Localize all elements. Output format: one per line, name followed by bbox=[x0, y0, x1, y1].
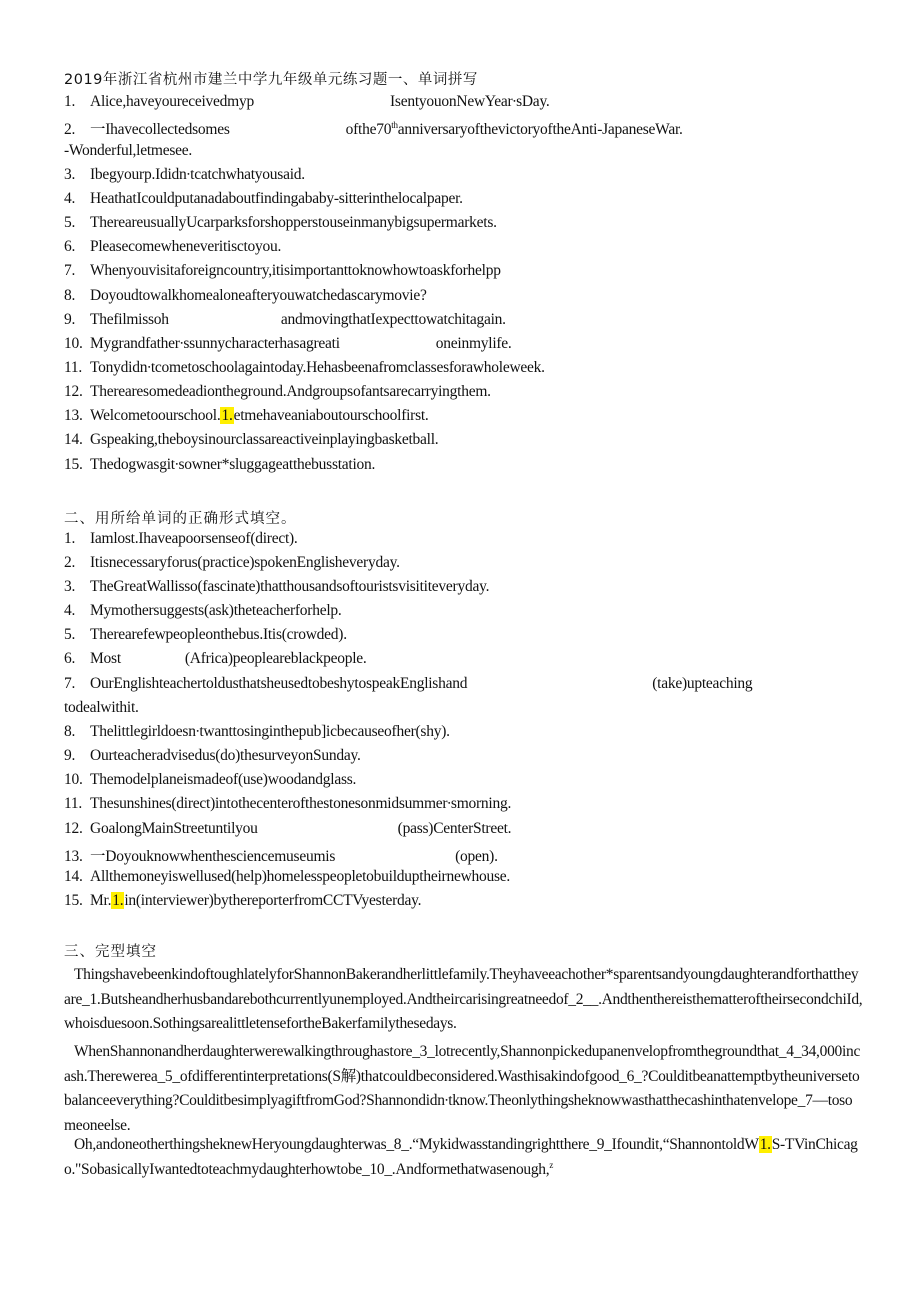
s1-item-14: 14. Gspeaking,theboysinourclassareactiveinplayingbasketball. bbox=[64, 431, 439, 448]
s2-item-2: 2. Itisnecessaryforus(practice)spokenEnglisheveryday. bbox=[64, 554, 400, 571]
s2-item-15: 15. Mr.1.in(interviewer)bythereporterfromCCTVyesterday. bbox=[64, 892, 422, 909]
s2-item-5: 5. Therearefewpeopleonthebus.Itis(crowded). bbox=[64, 626, 347, 643]
s1-item-8: 8. Doyoudtowalkhomealoneafteryouwatchedascarymovie? bbox=[64, 287, 427, 304]
page-title: 2019年浙江省杭州市建兰中学九年级单元练习题一、单词拼写 bbox=[64, 72, 478, 88]
section2-heading: 二、用所给单词的正确形式填空。 bbox=[64, 511, 297, 527]
s1-item-12: 12. Therearesomedeadiontheground.Andgroupsofantsarecarryingthem. bbox=[64, 383, 491, 400]
s1-item-5: 5. TherearеusuallyUcarparksforshopperstouseinmanybigsupermarkets. bbox=[64, 214, 497, 231]
s1-item-2: 2. 一Ihavecollectedsomes ofthe70thanniversaryofthevictoryoftheAnti-JapaneseWar. bbox=[64, 119, 683, 138]
s2-item-14: 14. Allthemoneyiswellused(help)homelesspeopletobuilduptheirnewhouse. bbox=[64, 868, 511, 885]
s1-item-11: 11. Tonydidn∙tcometoschoolagaintoday.Hehasbeenafromclassesforawholeweek. bbox=[64, 359, 545, 376]
highlight-mark: 1. bbox=[112, 892, 124, 909]
s1-item-9: 9. Thefilmissoh andmovingthatIexpecttowatchitagain. bbox=[64, 311, 506, 328]
s2-item-7-cont: todealwithit. bbox=[64, 699, 139, 716]
cloze-paragraph-2: WhenShannonandherdaughterwerewalkingthroughastore_3_lotrecently,Shannonpickedupanenvelopfromthegroundthat_4_34,000incash.Therewerea_5_ofdifferentinterpretations(S解)thatcouldbeconsidered.Wasthisakindofgood_6_?Coulditbeanattemptbytheuniversetobalanceeverything?CoulditbesimplyagiftfromGod?Shannondidn∙tknow.Theonlythingsheknowwasthatthecashinthatenvelope_7—tosomeoneelse. bbox=[64, 1043, 861, 1134]
s1-item-3: 3. Ibegyourp.Ididn∙tcatchwhatyousaid. bbox=[64, 166, 305, 183]
s2-item-7: 7. OurEnglishteachertoldusthatsheusedtobeshytospeakEnglishand (take)upteaching bbox=[64, 675, 753, 692]
s2-item-3: 3. TheGreatWallisso(fascinate)thatthousandsoftouristsvisititeveryday. bbox=[64, 578, 490, 595]
s1-item-2-answer: -Wonderful,letmesee. bbox=[64, 142, 193, 159]
s2-item-12: 12. GoalongMainStreetuntilyou (pass)CenterStreet. bbox=[64, 820, 512, 837]
s2-item-10: 10. Themodelplaneismadeof(use)woodandglass. bbox=[64, 771, 357, 788]
cloze-paragraph-1: ThingshavebeenkindoftoughlatelyforShannonBakerandherlittlefamily.Theyhaveeachother*sparentsandyoungdaughterandforthattheyare_1.Butsheandherhusbandarebothcurrentlyunemployed.Andtheircarisingreatneedof_2__.AndthenthereisthematteroftheirsecondchiId,whoisduesoon.SothingsarealittletensefortheBakerfamilythesedays. bbox=[64, 966, 863, 1032]
section3-heading: 三、完型填空 bbox=[64, 944, 157, 960]
highlight-mark: 1. bbox=[221, 407, 233, 424]
s1-item-7: 7. Whenyouvisitaforeigncountry,itisimportanttoknowhowtoaskforhelpp bbox=[64, 262, 501, 279]
s2-item-1: 1. Iamlost.Ihaveapoorsenseof(direct). bbox=[64, 530, 298, 547]
s2-item-9: 9. Ourteacheradvisedus(do)thesurveyonSunday. bbox=[64, 747, 361, 764]
s2-item-13: 13. 一Doyouknowwhenthesciencemuseumis (open). bbox=[64, 848, 498, 865]
s1-item-1: 1. Alice,haveyoureceivedmyp IsentyouonNewYear∙sDay. bbox=[64, 93, 550, 110]
s1-item-10: 10. Mygrandfather∙ssunnycharacterhasagreati oneinmylife. bbox=[64, 335, 512, 352]
s1-item-4: 4. HeathatIcouldputanadaboutfindingababy-sitterinthelocalpaper. bbox=[64, 190, 463, 207]
highlight-mark: 1. bbox=[759, 1136, 771, 1153]
s1-item-15: 15. Thedogwasgit∙sowner*sluggageatthebusstation. bbox=[64, 456, 376, 473]
s2-item-6: 6. Most (Africa)peopleareblackpeople. bbox=[64, 650, 367, 667]
s2-item-4: 4. Mymothersuggests(ask)theteacherforhelp. bbox=[64, 602, 342, 619]
s1-item-6: 6. Pleasecomewheneveritisctoyou. bbox=[64, 238, 282, 255]
s2-item-11: 11. Thesunshines(direct)intothecenterofthestonesonmidsummer∙smorning. bbox=[64, 795, 512, 812]
cloze-paragraph-3: Oh,andoneotherthingsheknewHeryoungdaughterwas_8_.“Mykidwasstandingrightthere_9_Ifoundit,“ShannontoldW1.S-TVinChicago."SobasicallyIwantedtoteachmydaughterhowtobe_10_.Andformethatwasenough,$^z$ bbox=[64, 1136, 858, 1178]
s2-item-8: 8. Thelittlegirldoesn∙twanttosinginthepub]icbecauseofher(shy). bbox=[64, 723, 450, 740]
s1-item-13: 13. Welcometoourschool.1.etmehaveaniaboutourschoolfirst. bbox=[64, 407, 429, 424]
